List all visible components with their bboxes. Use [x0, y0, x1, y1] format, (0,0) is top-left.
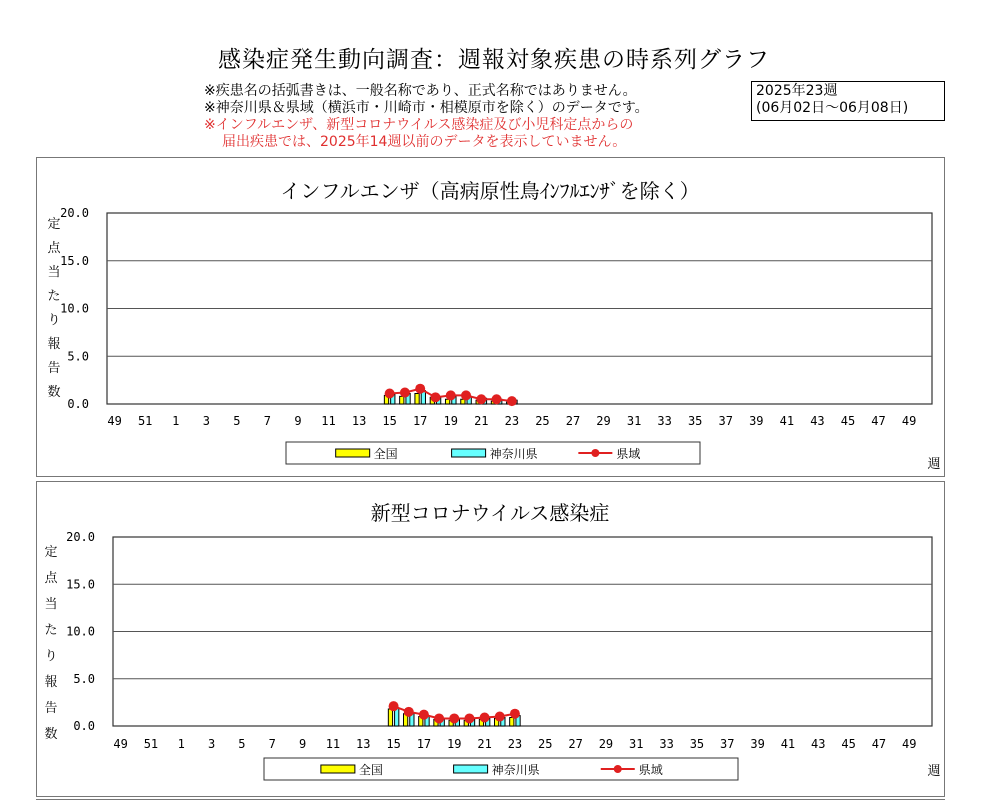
x-tick-label: 29	[598, 737, 614, 751]
x-tick-label: 17	[416, 737, 432, 751]
legend-swatch-national	[321, 765, 355, 773]
x-tick-label: 39	[749, 414, 764, 428]
x-tick-label: 19	[447, 737, 462, 751]
x-tick-label: 33	[657, 414, 672, 428]
x-tick-label: 25	[538, 737, 553, 751]
x-tick-label: 47	[871, 737, 887, 751]
point-region	[464, 713, 474, 723]
point-region	[495, 712, 505, 722]
chart-title: インフルエンザ（高病原性鳥ｲﾝﾌﾙｴﾝｻﾞを除く）	[280, 179, 700, 203]
y-tick-label: 5.0	[67, 349, 89, 364]
x-tick-label: 3	[202, 414, 210, 428]
x-axis-label: 週	[927, 457, 941, 472]
y-tick-label: 15.0	[66, 577, 95, 592]
bar-national	[400, 396, 404, 404]
note-line: ※疾患名の括弧書きは、一般名称であり、正式名称ではありません。	[204, 83, 637, 99]
x-tick-label: 47	[871, 414, 886, 428]
y-axis-label-char: 報	[47, 337, 61, 352]
x-tick-label: 5	[233, 414, 241, 428]
x-tick-label: 11	[321, 414, 336, 428]
x-tick-label: 25	[535, 414, 550, 428]
point-region	[446, 390, 456, 400]
legend-label: 全国	[373, 447, 398, 461]
point-region	[389, 701, 399, 711]
bar-national	[415, 393, 419, 404]
x-tick-label: 29	[596, 414, 611, 428]
x-tick-label: 7	[268, 737, 276, 751]
point-region	[492, 394, 502, 404]
y-axis-label-char: り	[47, 313, 61, 328]
point-region	[400, 388, 410, 398]
x-tick-label: 45	[841, 737, 856, 751]
x-tick-label: 39	[750, 737, 765, 751]
x-tick-label: 43	[810, 414, 825, 428]
x-tick-label: 21	[474, 414, 489, 428]
x-tick-label: 51	[137, 414, 153, 428]
notes-block	[204, 83, 649, 151]
y-tick-label: 5.0	[73, 671, 95, 686]
week-range: (06月02日～06月08日)	[756, 100, 909, 116]
week-label: 2025年23週	[756, 83, 838, 99]
point-region	[419, 710, 429, 720]
point-region	[434, 713, 444, 723]
page-title: 感染症発生動向調査：週報対象疾患の時系列グラフ	[218, 47, 770, 73]
x-tick-label: 23	[507, 737, 523, 751]
x-tick-label: 9	[294, 414, 302, 428]
covid-chart	[37, 482, 944, 796]
y-axis-label-char: 告	[44, 701, 58, 716]
legend-label: 県域	[638, 763, 663, 777]
x-tick-label: 21	[477, 737, 492, 751]
x-tick-label: 13	[351, 414, 367, 428]
bar-national	[388, 709, 392, 726]
y-axis-label-char: た	[44, 623, 58, 638]
x-tick-label: 1	[177, 737, 185, 751]
x-tick-label: 15	[386, 737, 401, 751]
y-axis-label-char: 点	[44, 571, 58, 586]
legend-swatch-kanagawa	[452, 449, 486, 457]
legend-swatch-kanagawa	[454, 765, 488, 773]
y-axis-label-char: 定	[44, 545, 58, 560]
y-tick-label: 20.0	[66, 530, 95, 544]
x-tick-label: 23	[504, 414, 520, 428]
legend	[286, 442, 700, 464]
x-tick-label: 35	[687, 414, 703, 428]
y-axis-label-char: 数	[44, 727, 58, 742]
y-tick-label: 20.0	[60, 206, 89, 220]
x-tick-label: 49	[901, 414, 917, 428]
x-tick-label: 3	[207, 737, 216, 751]
legend	[264, 758, 738, 780]
week-period-box	[751, 81, 945, 121]
x-tick-label: 37	[720, 737, 735, 751]
point-region	[449, 713, 459, 723]
x-tick-label: 5	[238, 737, 246, 751]
x-axis-label: 週	[927, 764, 941, 779]
point-region	[476, 394, 486, 404]
x-tick-label: 37	[718, 414, 733, 428]
x-tick-label: 11	[325, 737, 341, 751]
x-tick-label: 17	[412, 414, 428, 428]
x-tick-label: 31	[629, 737, 644, 751]
y-axis-label-char: 当	[44, 597, 58, 612]
x-tick-label: 35	[689, 737, 705, 751]
x-tick-label: 49	[902, 737, 917, 751]
y-axis-label-char: 告	[47, 361, 61, 376]
legend-swatch-region-point	[591, 449, 599, 457]
point-region	[480, 712, 490, 722]
point-region	[507, 396, 517, 406]
x-tick-label: 45	[840, 414, 856, 428]
y-tick-label: 0.0	[67, 397, 89, 411]
influenza-chart	[37, 158, 944, 476]
legend-swatch-national	[336, 449, 370, 457]
x-tick-label: 27	[568, 737, 583, 751]
next-panel-edge	[36, 799, 945, 800]
legend-label: 県域	[616, 447, 641, 461]
legend-label: 神奈川県	[491, 763, 540, 777]
x-tick-label: 13	[356, 737, 371, 751]
point-region	[510, 709, 520, 719]
y-tick-label: 10.0	[60, 301, 89, 316]
legend-label: 神奈川県	[489, 447, 538, 461]
y-tick-label: 0.0	[73, 719, 95, 733]
x-tick-label: 31	[626, 414, 642, 428]
legend-swatch-region-point	[614, 765, 622, 773]
point-region	[430, 392, 440, 402]
y-axis-label-char: り	[44, 649, 58, 664]
x-tick-label: 19	[443, 414, 458, 428]
red-note-line: ※インフルエンザ、新型コロナウイルス感染症及び小児科定点からの	[204, 117, 634, 133]
x-tick-label: 33	[659, 737, 674, 751]
note-line: ※神奈川県＆県域（横浜市・川崎市・相模原市を除く）のデータです。	[204, 100, 649, 116]
x-tick-label: 7	[263, 414, 272, 428]
x-tick-label: 49	[107, 414, 122, 428]
x-tick-label: 15	[382, 414, 397, 428]
legend-label: 全国	[358, 763, 383, 777]
x-tick-label: 43	[811, 737, 826, 751]
x-tick-label: 41	[779, 414, 795, 428]
point-region	[385, 388, 395, 398]
x-tick-label: 41	[780, 737, 796, 751]
bar-national	[510, 717, 514, 726]
red-note-line: 届出疾患では、2025年14週以前のデータを表示していません。	[222, 134, 627, 150]
y-axis-label-char: た	[47, 289, 61, 304]
chart-title: 新型コロナウイルス感染症	[370, 501, 610, 525]
chart-panel-influenza	[36, 157, 945, 477]
y-axis-label-char: 数	[47, 385, 61, 400]
chart-panel-covid	[36, 481, 945, 797]
y-axis-label-char: 定	[47, 217, 61, 232]
y-axis-label-char: 点	[47, 241, 61, 256]
y-tick-label: 15.0	[60, 253, 89, 268]
x-tick-label: 27	[565, 414, 581, 428]
point-region	[461, 390, 471, 400]
y-axis-label-char: 当	[47, 265, 61, 280]
point-region	[415, 384, 425, 394]
y-axis-label-char: 報	[44, 675, 58, 690]
x-tick-label: 51	[143, 737, 159, 751]
y-tick-label: 10.0	[66, 624, 95, 639]
x-tick-label: 1	[172, 414, 180, 428]
point-region	[404, 707, 414, 717]
x-tick-label: 49	[113, 737, 128, 751]
x-tick-label: 9	[298, 737, 307, 751]
